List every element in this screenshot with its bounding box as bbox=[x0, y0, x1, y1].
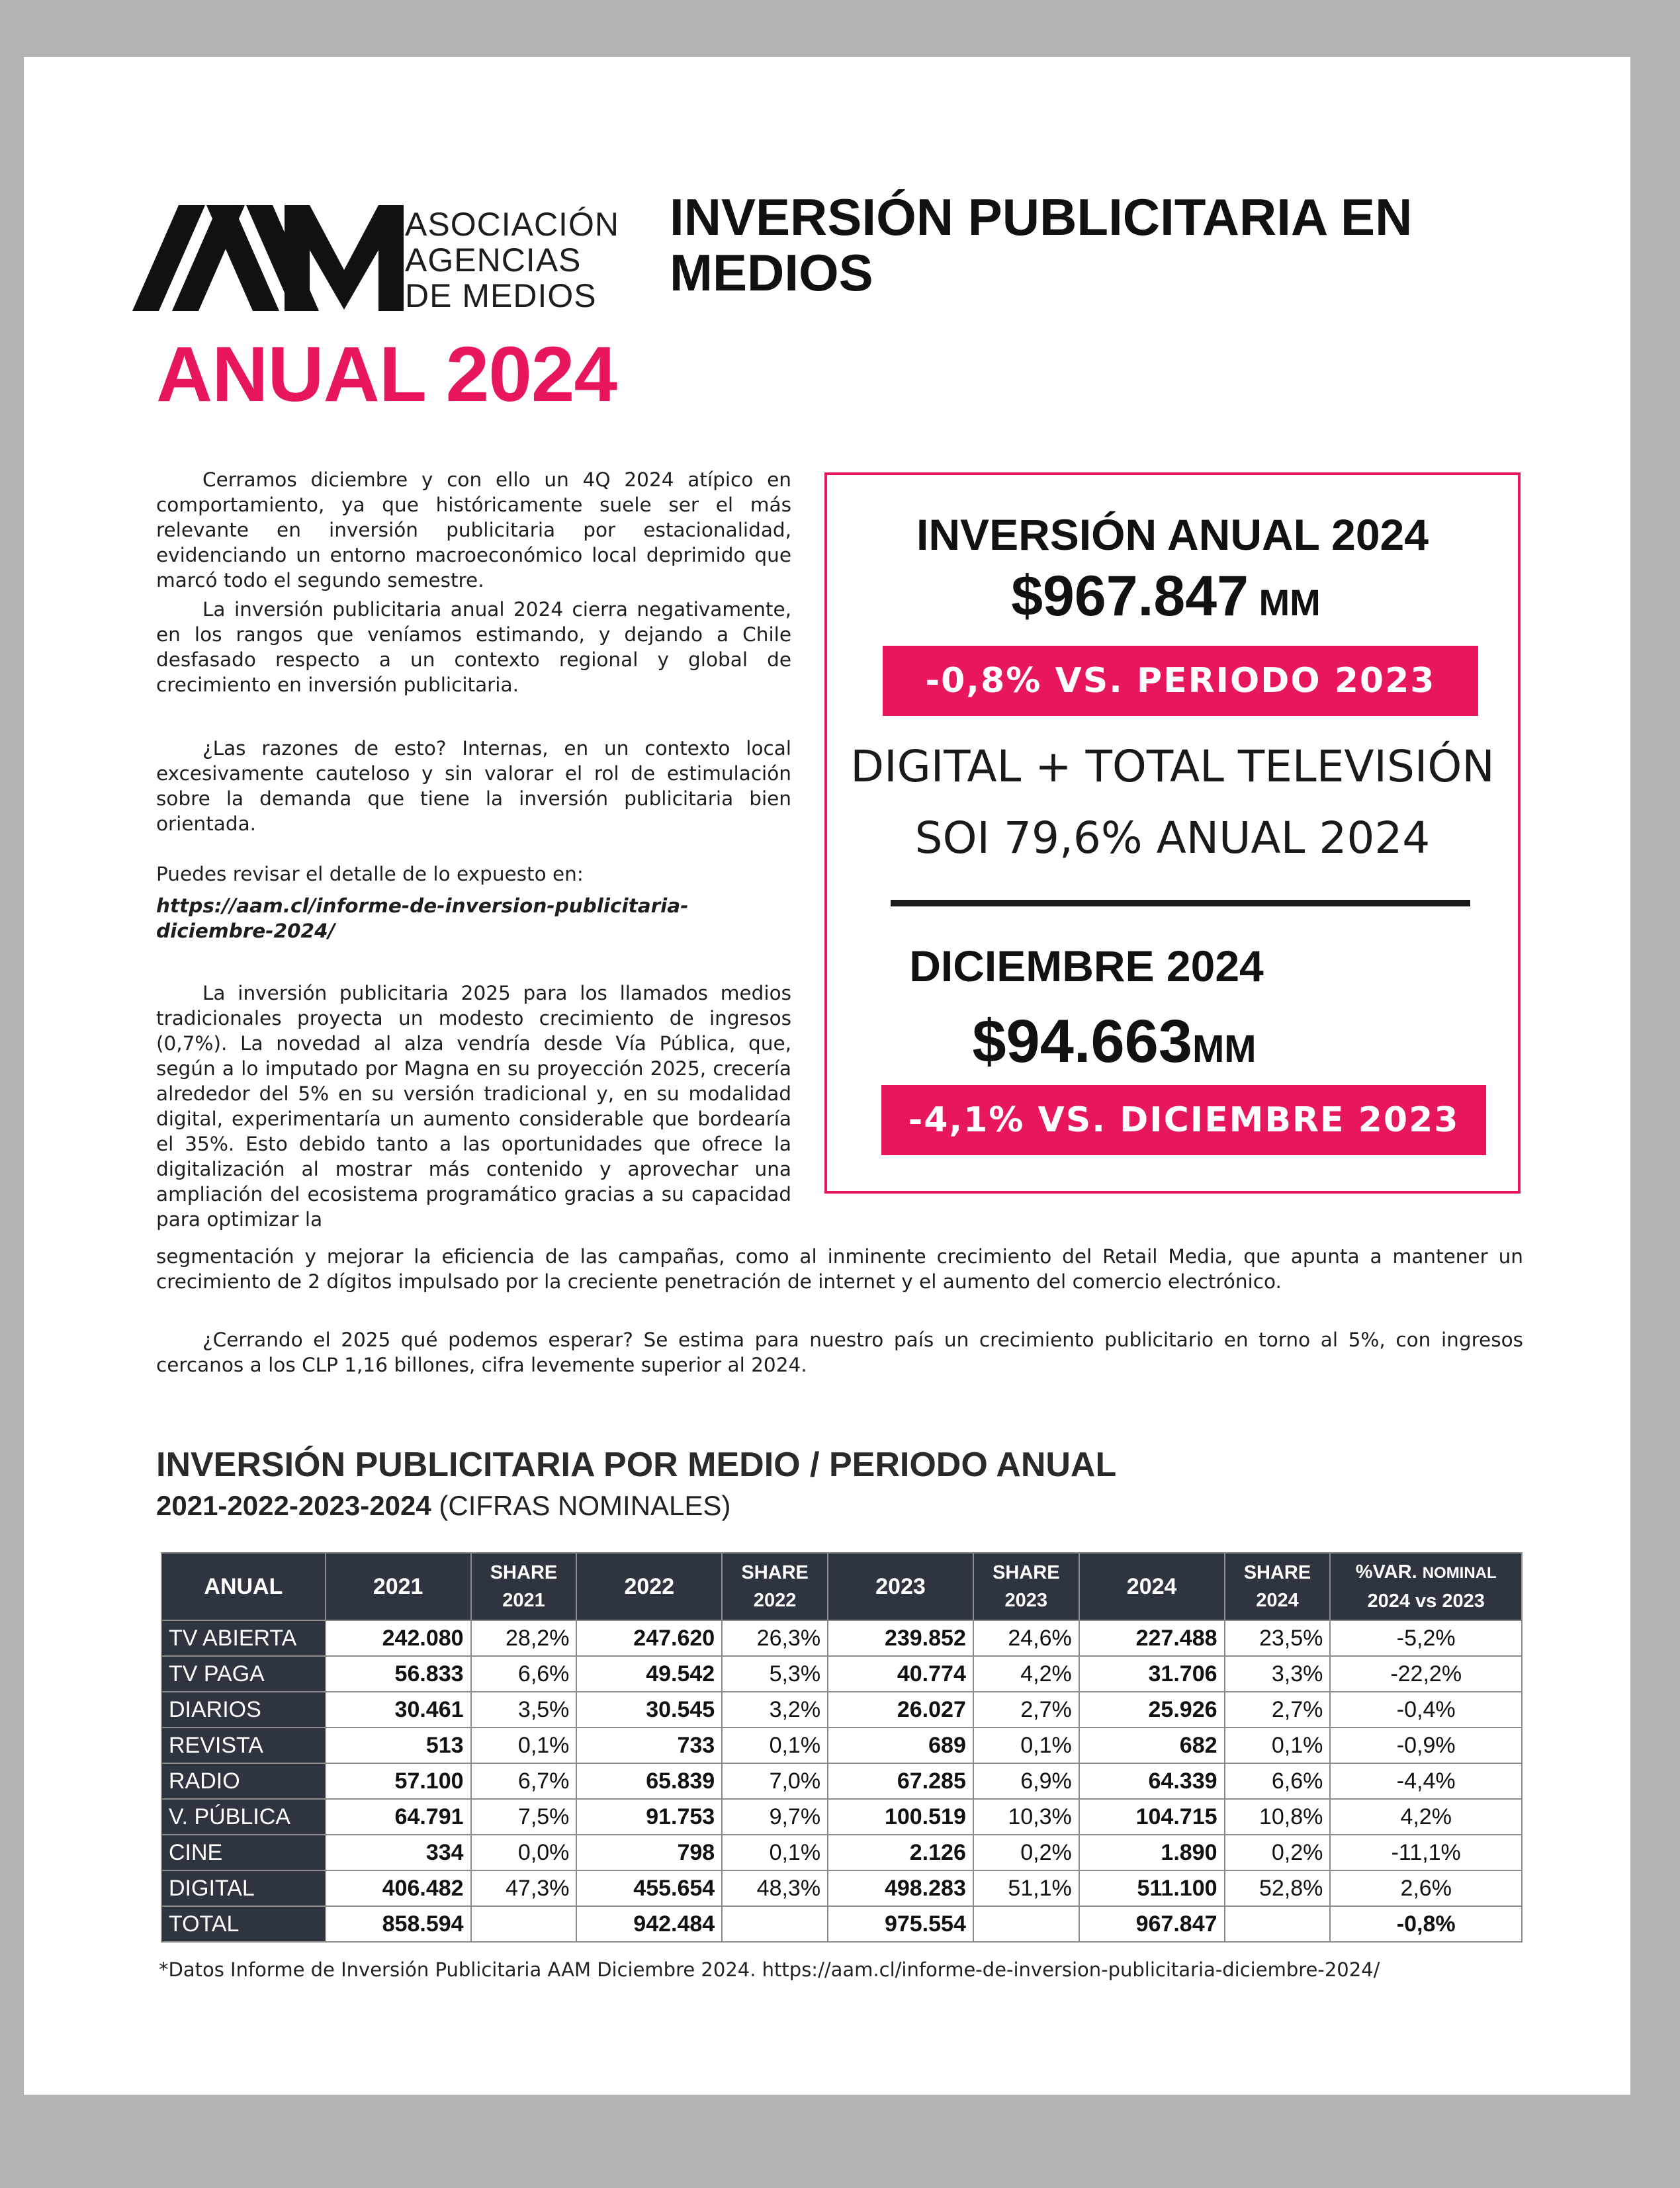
logo-line-3: DE MEDIOS bbox=[405, 277, 597, 314]
share-cell: 0,0% bbox=[471, 1835, 577, 1870]
share-cell bbox=[471, 1906, 577, 1942]
value-cell: 498.283 bbox=[828, 1870, 973, 1906]
value-cell: 975.554 bbox=[828, 1906, 973, 1942]
paragraph-6: ¿Cerrando el 2025 qué podemos esperar? Se estima para nuestro país un crecimiento publicitario en torno al 5%, con ingresos cercanos a los CLP 1,16 billones, cifra levemente superior al 2024. bbox=[156, 1329, 1523, 1376]
variation-cell: 4,2% bbox=[1330, 1799, 1522, 1835]
value-cell: 57.100 bbox=[326, 1763, 471, 1799]
value-cell: 511.100 bbox=[1079, 1870, 1225, 1906]
value-cell: 227.488 bbox=[1079, 1620, 1225, 1656]
table-row bbox=[161, 1763, 1522, 1799]
logo-text bbox=[405, 206, 619, 314]
share-cell: 24,6% bbox=[973, 1620, 1079, 1656]
variation-cell: -11,1% bbox=[1330, 1835, 1522, 1870]
value-cell: 406.482 bbox=[326, 1870, 471, 1906]
variation-cell: 2,6% bbox=[1330, 1870, 1522, 1906]
header-share-2021: SHARE 2021 bbox=[471, 1553, 577, 1620]
value-cell: 1.890 bbox=[1079, 1835, 1225, 1870]
table-years: 2021-2022-2023-2024 bbox=[156, 1490, 431, 1521]
share-cell: 7,0% bbox=[722, 1763, 828, 1799]
variation-cell: -22,2% bbox=[1330, 1656, 1522, 1692]
paragraph-2: La inversión publicitaria anual 2024 cierra negativamente, en los rangos que veníamos estimando, y dejando a Chile desfasado respecto a un contexto regional y global de crecimiento en inversión publicitaria. bbox=[156, 598, 791, 696]
row-label: REVISTA bbox=[161, 1728, 326, 1763]
value-cell: 30.545 bbox=[576, 1692, 722, 1728]
value-cell: 513 bbox=[326, 1728, 471, 1763]
table-row bbox=[161, 1728, 1522, 1763]
header-2022: 2022 bbox=[576, 1553, 722, 1620]
paragraph-4: Puedes revisar el detalle de lo expuesto en: bbox=[156, 863, 584, 885]
row-label: DIARIOS bbox=[161, 1692, 326, 1728]
header-2024: 2024 bbox=[1079, 1553, 1225, 1620]
value-cell: 455.654 bbox=[576, 1870, 722, 1906]
page-title: INVERSIÓN PUBLICITARIA EN MEDIOS bbox=[670, 188, 1413, 302]
value-cell: 91.753 bbox=[576, 1799, 722, 1835]
logo-line-1: ASOCIACIÓN bbox=[405, 206, 619, 243]
value-cell: 334 bbox=[326, 1835, 471, 1870]
share-cell: 0,2% bbox=[1225, 1835, 1331, 1870]
share-cell bbox=[973, 1906, 1079, 1942]
footnote: *Datos Informe de Inversión Publicitaria AAM Diciembre 2024. https://aam.cl/informe-de-inversion-publicitaria-diciembre-2024/ bbox=[159, 1958, 1380, 1981]
variation-cell: -0,9% bbox=[1330, 1728, 1522, 1763]
value-cell: 64.791 bbox=[326, 1799, 471, 1835]
header-share-2024: SHARE 2024 bbox=[1225, 1553, 1331, 1620]
annual-amount: $967.847 bbox=[1011, 564, 1249, 628]
value-cell: 247.620 bbox=[576, 1620, 722, 1656]
value-cell: 49.542 bbox=[576, 1656, 722, 1692]
table-row bbox=[161, 1835, 1522, 1870]
row-label: DIGITAL bbox=[161, 1870, 326, 1906]
variation-cell: -0,4% bbox=[1330, 1692, 1522, 1728]
share-cell: 10,8% bbox=[1225, 1799, 1331, 1835]
share-cell: 28,2% bbox=[471, 1620, 577, 1656]
logo-line-2: AGENCIAS bbox=[405, 241, 582, 279]
paragraph-5-continued: segmentación y mejorar la eficiencia de las campañas, como al inminente crecimiento del Retail Media, que apunta a mantener un crecimiento de 2 dígitos impulsado por la creciente penetración de internet y el aumento del comercio electrónico. bbox=[156, 1245, 1523, 1293]
table-title: INVERSIÓN PUBLICITARIA POR MEDIO / PERIODO ANUAL bbox=[156, 1446, 1117, 1484]
table-row bbox=[161, 1870, 1522, 1906]
value-cell: 858.594 bbox=[326, 1906, 471, 1942]
share-cell: 23,5% bbox=[1225, 1620, 1331, 1656]
share-cell: 9,7% bbox=[722, 1799, 828, 1835]
table-subtitle bbox=[156, 1490, 730, 1522]
table-row bbox=[161, 1692, 1522, 1728]
value-cell: 64.339 bbox=[1079, 1763, 1225, 1799]
value-cell: 242.080 bbox=[326, 1620, 471, 1656]
soi-line-1: DIGITAL + TOTAL TELEVISIÓN bbox=[850, 741, 1495, 792]
wide-text bbox=[156, 1244, 1523, 1378]
table-row bbox=[161, 1656, 1522, 1692]
header-variation: %VAR. NOMINAL 2024 vs 2023 bbox=[1330, 1553, 1522, 1620]
annual-unit: MM bbox=[1248, 582, 1321, 623]
share-cell: 3,3% bbox=[1225, 1656, 1331, 1692]
annual-title: INVERSIÓN ANUAL 2024 bbox=[916, 510, 1429, 559]
row-label: TOTAL bbox=[161, 1906, 326, 1942]
share-cell: 0,1% bbox=[471, 1728, 577, 1763]
share-cell: 47,3% bbox=[471, 1870, 577, 1906]
december-amount: $94.663 bbox=[972, 1008, 1192, 1075]
body-column bbox=[156, 467, 791, 1232]
variation-cell: -0,8% bbox=[1330, 1906, 1522, 1942]
value-cell: 682 bbox=[1079, 1728, 1225, 1763]
value-cell: 689 bbox=[828, 1728, 973, 1763]
value-cell: 65.839 bbox=[576, 1763, 722, 1799]
table-row bbox=[161, 1906, 1522, 1942]
variation-cell: -4,4% bbox=[1330, 1763, 1522, 1799]
value-cell: 40.774 bbox=[828, 1656, 973, 1692]
share-cell bbox=[722, 1906, 828, 1942]
value-cell: 31.706 bbox=[1079, 1656, 1225, 1692]
value-cell: 967.847 bbox=[1079, 1906, 1225, 1942]
december-amount-line bbox=[769, 1007, 1460, 1076]
share-cell: 10,3% bbox=[973, 1799, 1079, 1835]
share-cell: 3,5% bbox=[471, 1692, 577, 1728]
value-cell: 239.852 bbox=[828, 1620, 973, 1656]
share-cell: 6,9% bbox=[973, 1763, 1079, 1799]
share-cell: 2,7% bbox=[973, 1692, 1079, 1728]
highlight-box bbox=[824, 472, 1521, 1194]
share-cell: 52,8% bbox=[1225, 1870, 1331, 1906]
row-label: RADIO bbox=[161, 1763, 326, 1799]
table-header-row bbox=[161, 1553, 1522, 1620]
share-cell: 7,5% bbox=[471, 1799, 577, 1835]
divider bbox=[891, 900, 1470, 906]
row-label: V. PÚBLICA bbox=[161, 1799, 326, 1835]
share-cell: 4,2% bbox=[973, 1656, 1079, 1692]
value-cell: 30.461 bbox=[326, 1692, 471, 1728]
table-row bbox=[161, 1799, 1522, 1835]
value-cell: 26.027 bbox=[828, 1692, 973, 1728]
header-share-2023: SHARE 2023 bbox=[973, 1553, 1079, 1620]
paragraph-3: ¿Las razones de esto? Internas, en un contexto local excesivamente cauteloso y sin valorar el rol de estimulación sobre la demanda que tiene la inversión publicitaria bien orientada. bbox=[156, 737, 791, 835]
header-share-2022: SHARE 2022 bbox=[722, 1553, 828, 1620]
header-2021: 2021 bbox=[326, 1553, 471, 1620]
share-cell: 5,3% bbox=[722, 1656, 828, 1692]
table-row bbox=[161, 1620, 1522, 1656]
header-2023: 2023 bbox=[828, 1553, 973, 1620]
investment-table bbox=[161, 1552, 1523, 1943]
share-cell: 6,6% bbox=[1225, 1763, 1331, 1799]
value-cell: 56.833 bbox=[326, 1656, 471, 1692]
row-label: CINE bbox=[161, 1835, 326, 1870]
row-label: TV ABIERTA bbox=[161, 1620, 326, 1656]
value-cell: 67.285 bbox=[828, 1763, 973, 1799]
variation-cell: -5,2% bbox=[1330, 1620, 1522, 1656]
share-cell: 0,2% bbox=[973, 1835, 1079, 1870]
share-cell: 3,2% bbox=[722, 1692, 828, 1728]
value-cell: 733 bbox=[576, 1728, 722, 1763]
december-variation-badge: -4,1% VS. DICIEMBRE 2023 bbox=[881, 1085, 1486, 1155]
share-cell bbox=[1225, 1906, 1331, 1942]
share-cell: 6,7% bbox=[471, 1763, 577, 1799]
value-cell: 942.484 bbox=[576, 1906, 722, 1942]
share-cell: 0,1% bbox=[973, 1728, 1079, 1763]
table-note: (CIFRAS NOMINALES) bbox=[439, 1490, 731, 1521]
share-cell: 26,3% bbox=[722, 1620, 828, 1656]
page-subtitle: ANUAL 2024 bbox=[156, 331, 617, 418]
share-cell: 51,1% bbox=[973, 1870, 1079, 1906]
december-title: DICIEMBRE 2024 bbox=[909, 941, 1264, 990]
share-cell: 0,1% bbox=[722, 1835, 828, 1870]
paragraph-5: La inversión publicitaria 2025 para los llamados medios tradicionales proyecta un modesto crecimiento de ingresos (0,7%). La novedad al alza vendría desde Vía Pública, que, según a lo imputado por Magna en su proyección 2025, crecería alrededor del 5% en su versión tradicional y, en su modalidad digital, experimentaría un aumento considerable que bordearía el 35%. Esto debido tanto a las oportunidades que ofrece la digitalización al mostrar más contenido y aprovechar una ampliación del ecosistema programático gracias a su capacidad para optimizar la bbox=[156, 982, 791, 1231]
value-cell: 25.926 bbox=[1079, 1692, 1225, 1728]
value-cell: 798 bbox=[576, 1835, 722, 1870]
december-unit: MM bbox=[1192, 1028, 1257, 1071]
share-cell: 48,3% bbox=[722, 1870, 828, 1906]
soi-line-2: SOI 79,6% ANUAL 2024 bbox=[914, 812, 1431, 863]
annual-variation-badge: -0,8% VS. PERIODO 2023 bbox=[883, 646, 1478, 716]
value-cell: 100.519 bbox=[828, 1799, 973, 1835]
value-cell: 2.126 bbox=[828, 1835, 973, 1870]
value-cell: 104.715 bbox=[1079, 1799, 1225, 1835]
share-cell: 6,6% bbox=[471, 1656, 577, 1692]
report-link[interactable]: https://aam.cl/informe-de-inversion-publicitaria-diciembre-2024/ bbox=[156, 895, 689, 942]
row-label: TV PAGA bbox=[161, 1656, 326, 1692]
paragraph-1: Cerramos diciembre y con ello un 4Q 2024 atípico en comportamiento, ya que históricamente suele ser el más relevante en inversión publicitaria por estacionalidad, evidenciando un entorno macroeconómico local deprimido que marcó todo el segundo semestre. bbox=[156, 468, 791, 591]
share-cell: 0,1% bbox=[1225, 1728, 1331, 1763]
header-anual: ANUAL bbox=[161, 1553, 326, 1620]
share-cell: 2,7% bbox=[1225, 1692, 1331, 1728]
share-cell: 0,1% bbox=[722, 1728, 828, 1763]
annual-amount-line bbox=[820, 564, 1511, 629]
